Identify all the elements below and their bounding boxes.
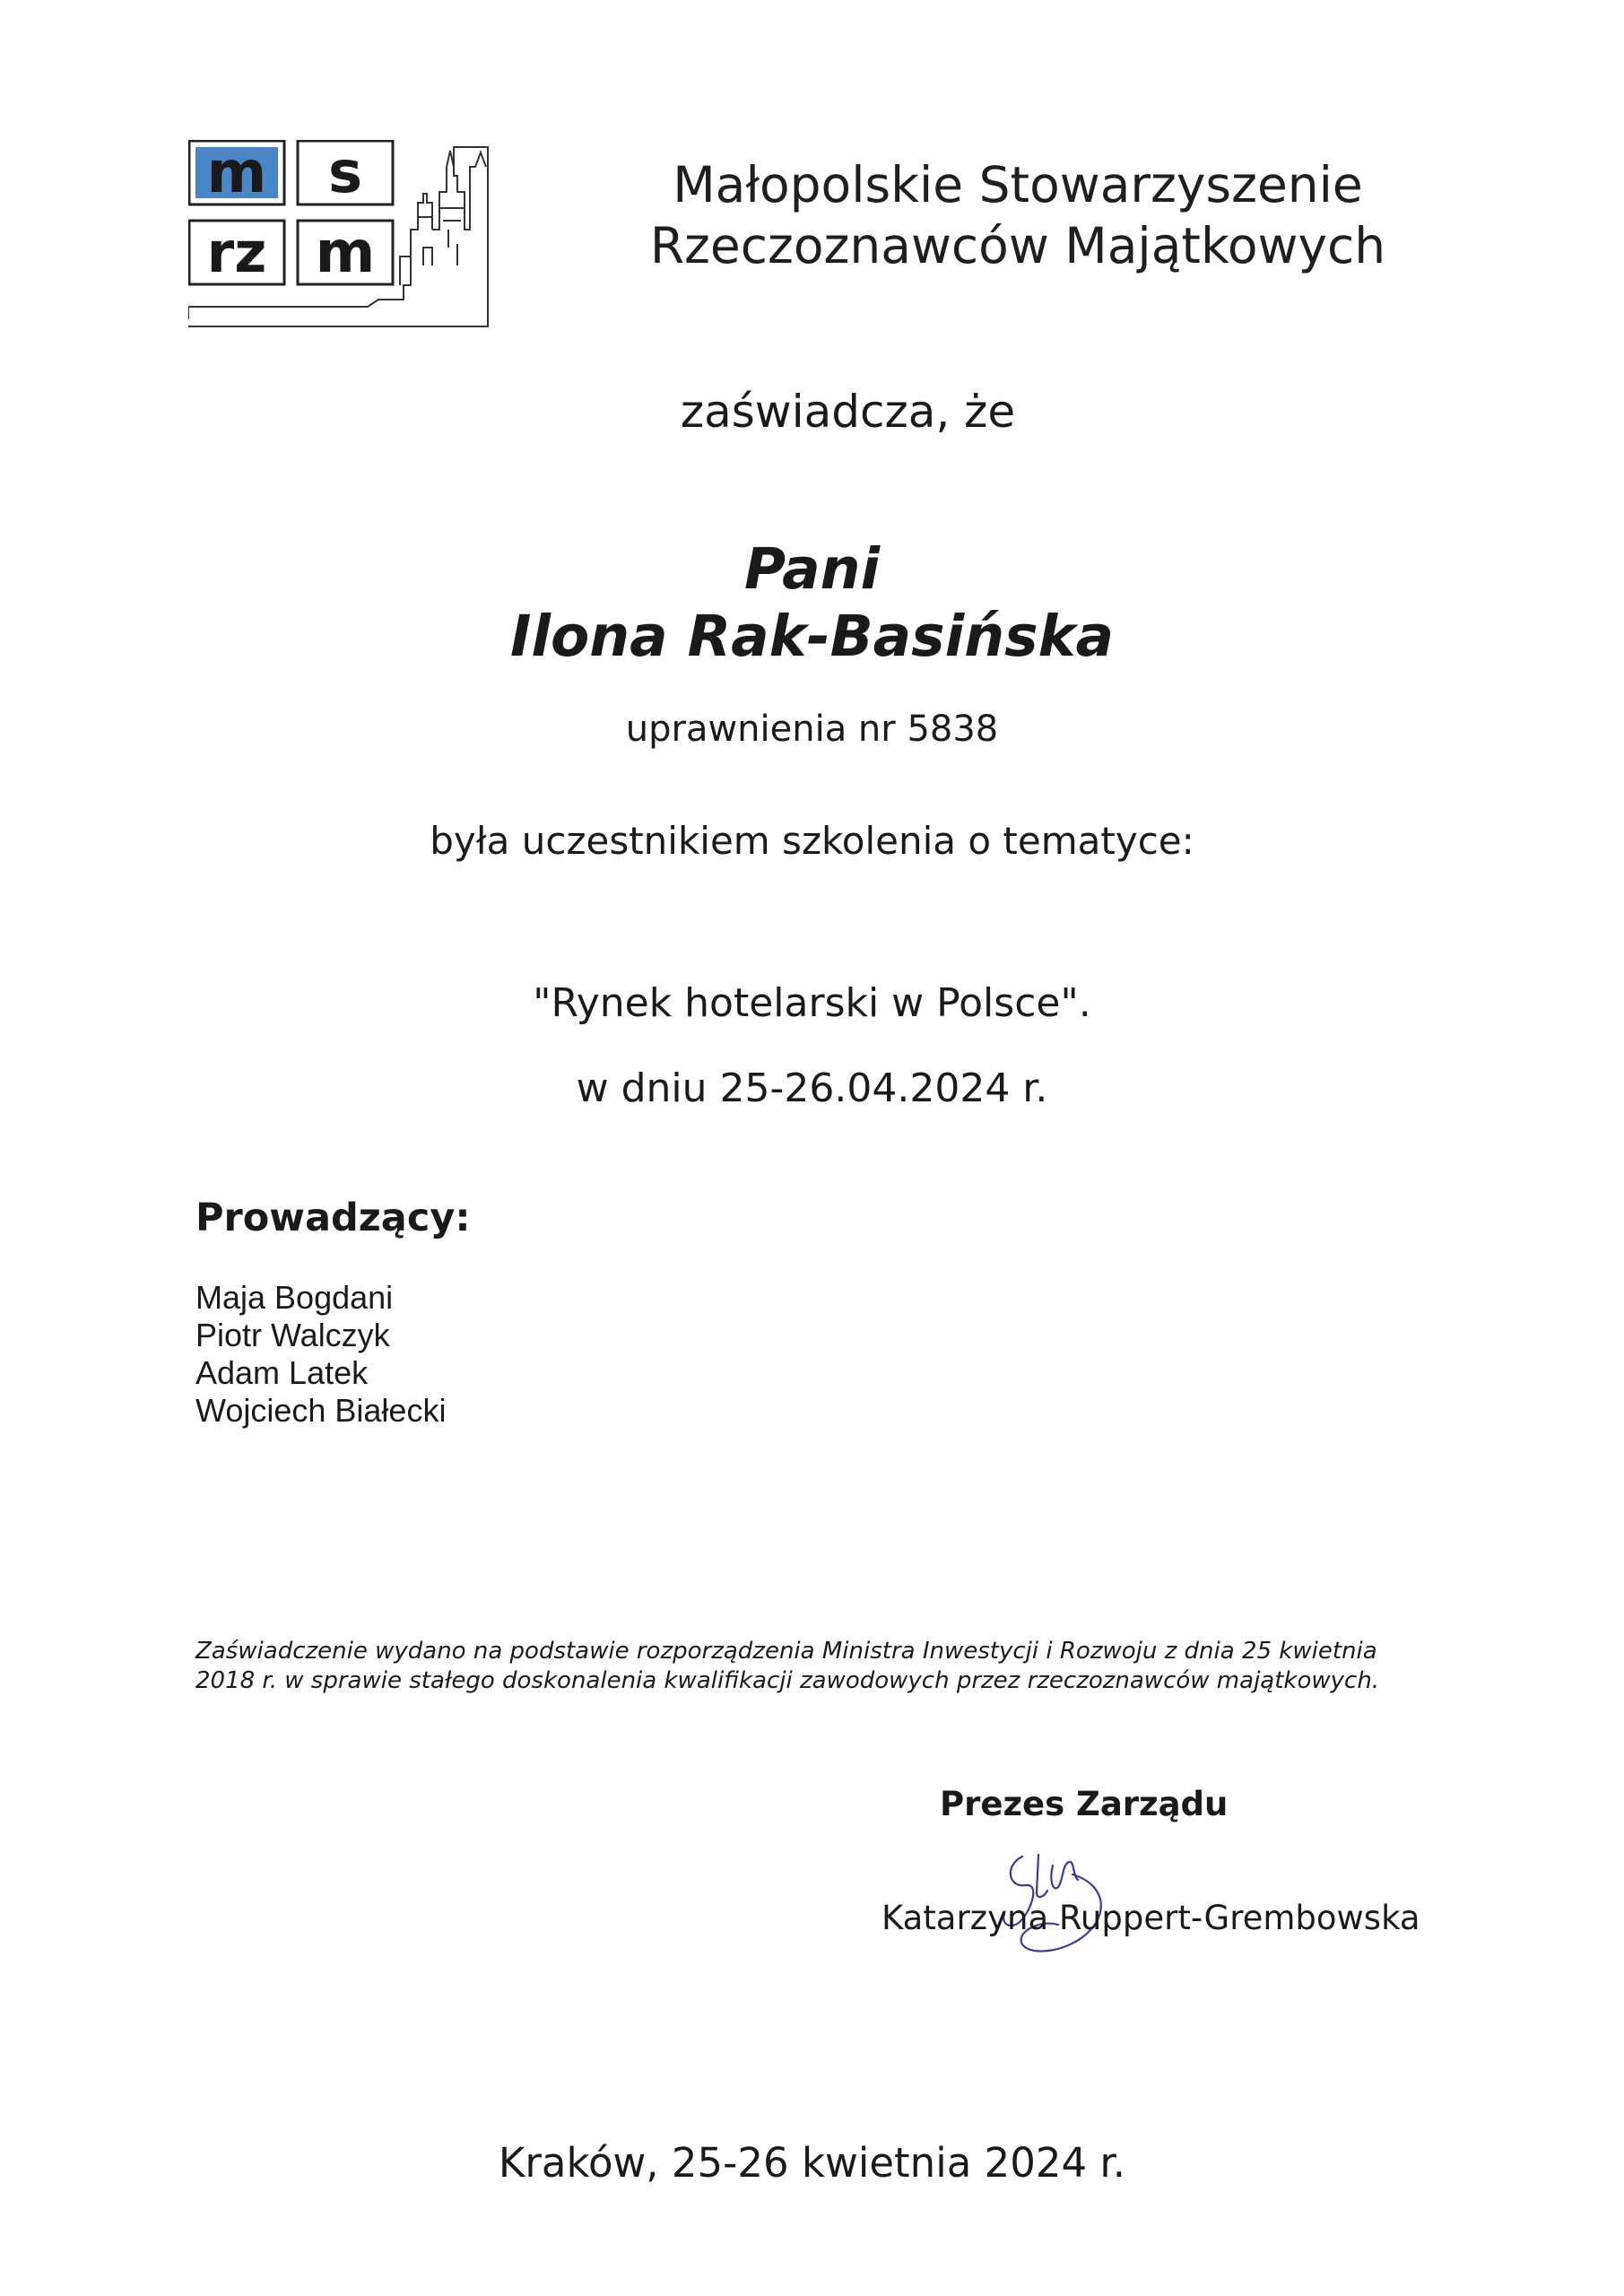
trainers-list xyxy=(195,1279,446,1430)
license-number: uprawnienia nr 5838 xyxy=(625,709,999,750)
legal-note-line1: Zaświadczenie wydano na podstawie rozporządzenia Ministra Inwestycji i Rozwoju z dnia 25 kwietnia xyxy=(195,1638,1377,1665)
signatory-name: Katarzyna Ruppert-Grembowska xyxy=(881,1899,1420,1937)
legal-note xyxy=(195,1637,1478,1696)
training-topic: "Rynek hotelarski w Polsce". xyxy=(533,980,1091,1026)
person-name: Ilona Rak-Basińska xyxy=(509,604,1115,669)
certifies-text: zaświadcza, że xyxy=(680,386,1016,438)
trainers-heading: Prowadzący: xyxy=(195,1196,471,1240)
organization-name-line2: Rzeczoznawców Majątkowych xyxy=(649,217,1386,274)
organization-name xyxy=(592,154,1444,276)
logo-letter-s: s xyxy=(327,140,363,206)
training-date: w dniu 25-26.04.2024 r. xyxy=(576,1065,1048,1111)
place-and-date: Kraków, 25-26 kwietnia 2024 r. xyxy=(498,2139,1126,2187)
trainer-name: Maja Bogdani xyxy=(195,1279,394,1316)
logo-letter-m-bottom: m xyxy=(315,220,376,286)
organization-name-line1: Małopolskie Stowarzyszenie xyxy=(673,156,1363,213)
salutation: Pani xyxy=(743,536,881,602)
logo-letter-m-top: m xyxy=(206,140,267,206)
trainer-name: Adam Latek xyxy=(195,1354,369,1391)
trainer-name: Piotr Walczyk xyxy=(195,1317,390,1353)
msrzm-logo xyxy=(188,140,490,328)
logo-letters-rz: rz xyxy=(206,220,267,285)
legal-note-line2: 2018 r. w sprawie stałego doskonalenia kwalifikacji zawodowych przez rzeczoznawców majątkowych. xyxy=(195,1667,1380,1694)
trainer-name: Wojciech Białecki xyxy=(195,1392,447,1429)
signatory-title: Prezes Zarządu xyxy=(940,1785,1229,1823)
participant-text: była uczestnikiem szkolenia o tematyce: xyxy=(430,819,1194,863)
